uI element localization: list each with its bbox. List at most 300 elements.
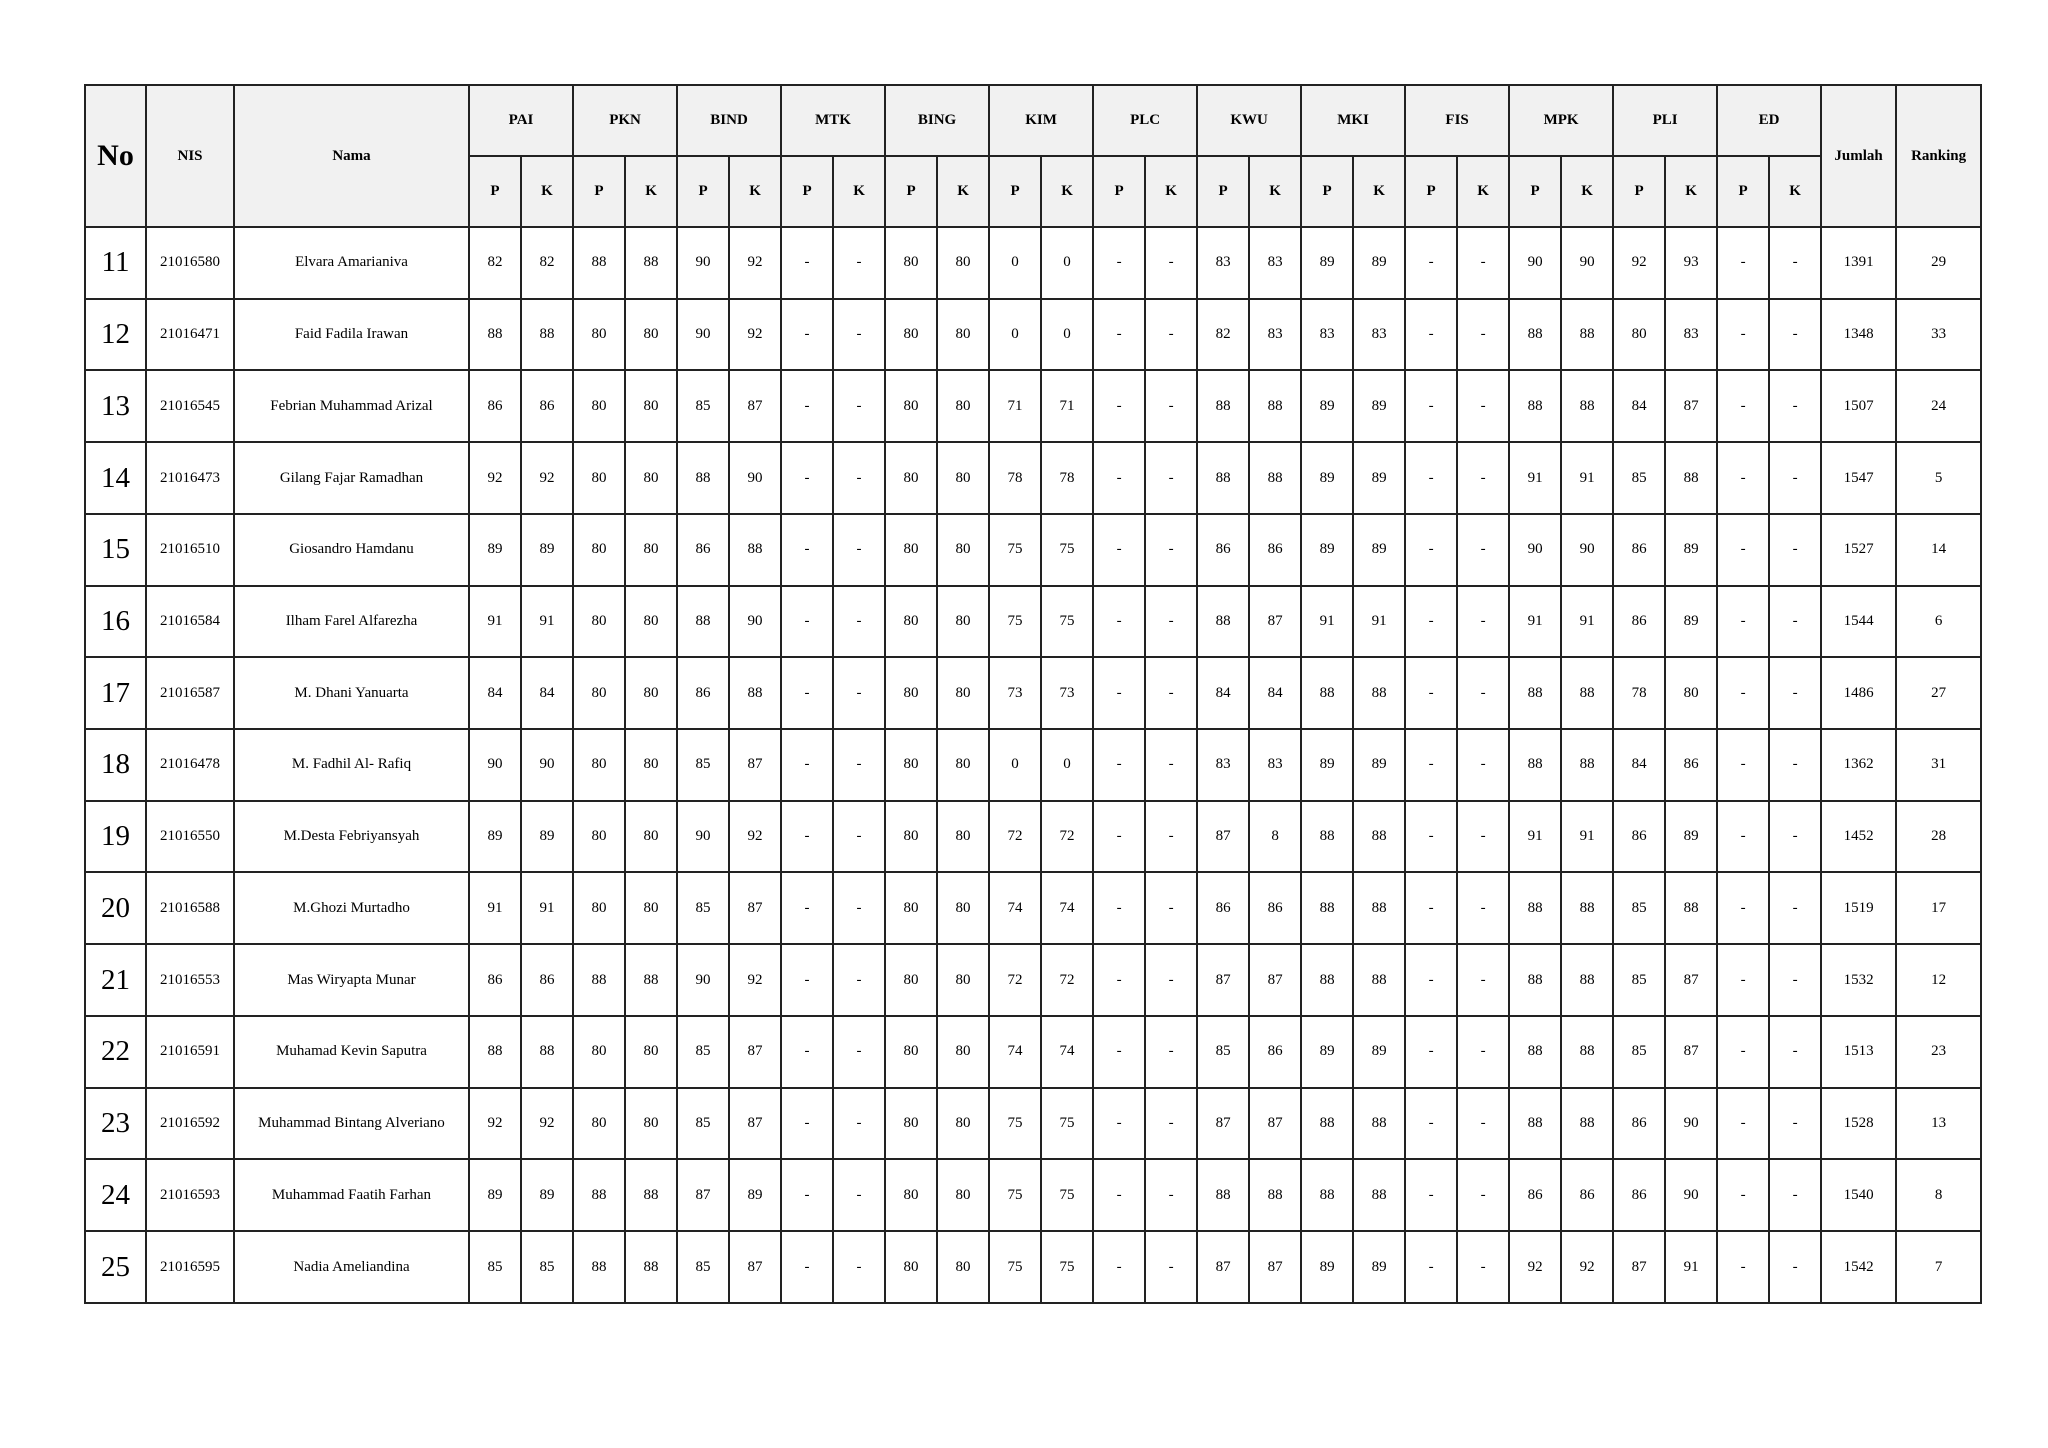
cell-ranking: 12 [1896, 944, 1981, 1016]
cell-jumlah: 1348 [1821, 299, 1896, 371]
table-row [85, 586, 1981, 658]
cell-ed-k: - [1769, 1231, 1821, 1303]
cell-pli-k: 93 [1665, 227, 1717, 299]
table-row [85, 514, 1981, 586]
cell-kwu-k: 87 [1249, 1088, 1301, 1160]
cell-plc-k: - [1145, 1088, 1197, 1160]
header-subject-mpk: MPK [1509, 85, 1613, 156]
cell-kwu-p: 84 [1197, 657, 1249, 729]
cell-nis: 21016591 [146, 1016, 234, 1088]
cell-fis-k: - [1457, 1231, 1509, 1303]
cell-bing-p: 80 [885, 299, 937, 371]
cell-mpk-p: 88 [1509, 370, 1561, 442]
header-k-pli: K [1665, 156, 1717, 227]
table-row [85, 944, 1981, 1016]
cell-mki-p: 88 [1301, 872, 1353, 944]
table-row [85, 1231, 1981, 1303]
cell-bind-p: 87 [677, 1159, 729, 1231]
header-k-bing: K [937, 156, 989, 227]
header-subject-pli: PLI [1613, 85, 1717, 156]
cell-fis-p: - [1405, 1016, 1457, 1088]
cell-plc-k: - [1145, 442, 1197, 514]
header-nis: NIS [146, 85, 234, 227]
cell-pkn-p: 80 [573, 657, 625, 729]
cell-kwu-k: 86 [1249, 1016, 1301, 1088]
cell-bing-p: 80 [885, 586, 937, 658]
cell-mpk-k: 91 [1561, 586, 1613, 658]
cell-kwu-p: 85 [1197, 1016, 1249, 1088]
cell-mpk-k: 88 [1561, 1088, 1613, 1160]
cell-pli-k: 87 [1665, 370, 1717, 442]
cell-jumlah: 1532 [1821, 944, 1896, 1016]
cell-bing-p: 80 [885, 1159, 937, 1231]
cell-kim-p: 72 [989, 944, 1041, 1016]
cell-pkn-k: 80 [625, 442, 677, 514]
cell-nis: 21016595 [146, 1231, 234, 1303]
cell-plc-k: - [1145, 370, 1197, 442]
cell-pai-k: 84 [521, 657, 573, 729]
cell-kim-p: 71 [989, 370, 1041, 442]
cell-bing-p: 80 [885, 227, 937, 299]
cell-ed-k: - [1769, 1016, 1821, 1088]
cell-bind-p: 86 [677, 514, 729, 586]
cell-kwu-p: 83 [1197, 227, 1249, 299]
cell-ranking: 24 [1896, 370, 1981, 442]
header-subject-pai: PAI [469, 85, 573, 156]
cell-pai-p: 92 [469, 442, 521, 514]
cell-nama: Muhammad Bintang Alveriano [234, 1088, 469, 1160]
cell-bind-p: 85 [677, 1016, 729, 1088]
cell-plc-p: - [1093, 1016, 1145, 1088]
cell-kim-k: 74 [1041, 1016, 1093, 1088]
cell-kim-k: 75 [1041, 1159, 1093, 1231]
cell-kim-p: 75 [989, 514, 1041, 586]
cell-ed-k: - [1769, 514, 1821, 586]
cell-mki-p: 89 [1301, 729, 1353, 801]
cell-pai-k: 89 [521, 1159, 573, 1231]
header-p-mki: P [1301, 156, 1353, 227]
cell-no: 15 [85, 514, 146, 586]
header-k-ed: K [1769, 156, 1821, 227]
cell-kim-p: 75 [989, 1088, 1041, 1160]
cell-mtk-p: - [781, 944, 833, 1016]
cell-kwu-p: 86 [1197, 872, 1249, 944]
cell-kim-k: 75 [1041, 586, 1093, 658]
cell-kim-k: 73 [1041, 657, 1093, 729]
cell-bind-k: 87 [729, 1231, 781, 1303]
cell-plc-k: - [1145, 1159, 1197, 1231]
cell-plc-k: - [1145, 1016, 1197, 1088]
cell-bind-k: 92 [729, 944, 781, 1016]
cell-pkn-k: 88 [625, 944, 677, 1016]
cell-mki-k: 89 [1353, 442, 1405, 514]
cell-pkn-p: 88 [573, 944, 625, 1016]
cell-bing-k: 80 [937, 586, 989, 658]
header-row-subjects [85, 85, 1981, 156]
cell-mtk-k: - [833, 1159, 885, 1231]
cell-nama: Faid Fadila Irawan [234, 299, 469, 371]
header-subject-fis: FIS [1405, 85, 1509, 156]
cell-mki-p: 83 [1301, 299, 1353, 371]
cell-mpk-k: 86 [1561, 1159, 1613, 1231]
cell-pli-p: 92 [1613, 227, 1665, 299]
cell-mpk-k: 88 [1561, 872, 1613, 944]
cell-pai-k: 90 [521, 729, 573, 801]
cell-bing-p: 80 [885, 801, 937, 873]
cell-kwu-k: 87 [1249, 944, 1301, 1016]
table-row [85, 801, 1981, 873]
cell-kim-k: 74 [1041, 872, 1093, 944]
cell-bing-p: 80 [885, 370, 937, 442]
cell-kwu-k: 87 [1249, 586, 1301, 658]
cell-pkn-p: 88 [573, 1159, 625, 1231]
cell-mki-p: 89 [1301, 370, 1353, 442]
cell-ed-p: - [1717, 1231, 1769, 1303]
cell-bind-p: 85 [677, 1088, 729, 1160]
header-subject-mtk: MTK [781, 85, 885, 156]
cell-plc-p: - [1093, 1231, 1145, 1303]
cell-pkn-p: 80 [573, 872, 625, 944]
cell-kim-k: 78 [1041, 442, 1093, 514]
cell-pkn-p: 80 [573, 370, 625, 442]
cell-mtk-p: - [781, 1159, 833, 1231]
cell-mpk-p: 91 [1509, 801, 1561, 873]
cell-jumlah: 1547 [1821, 442, 1896, 514]
cell-kim-p: 0 [989, 729, 1041, 801]
cell-bing-k: 80 [937, 729, 989, 801]
cell-mpk-k: 88 [1561, 299, 1613, 371]
cell-pkn-p: 80 [573, 729, 625, 801]
cell-pai-k: 85 [521, 1231, 573, 1303]
cell-pkn-k: 80 [625, 299, 677, 371]
cell-mki-k: 89 [1353, 370, 1405, 442]
cell-fis-p: - [1405, 1231, 1457, 1303]
cell-mpk-k: 88 [1561, 657, 1613, 729]
header-subject-pkn: PKN [573, 85, 677, 156]
cell-fis-k: - [1457, 442, 1509, 514]
cell-fis-p: - [1405, 1088, 1457, 1160]
cell-bing-p: 80 [885, 872, 937, 944]
table-row [85, 729, 1981, 801]
cell-pli-k: 90 [1665, 1088, 1717, 1160]
cell-kwu-k: 8 [1249, 801, 1301, 873]
cell-bing-k: 80 [937, 801, 989, 873]
cell-no: 24 [85, 1159, 146, 1231]
header-k-pkn: K [625, 156, 677, 227]
cell-ed-p: - [1717, 442, 1769, 514]
cell-ed-k: - [1769, 872, 1821, 944]
cell-mpk-k: 88 [1561, 1016, 1613, 1088]
cell-plc-p: - [1093, 299, 1145, 371]
cell-fis-k: - [1457, 944, 1509, 1016]
cell-pai-k: 91 [521, 872, 573, 944]
cell-nama: M. Fadhil Al- Rafiq [234, 729, 469, 801]
cell-mtk-p: - [781, 872, 833, 944]
cell-mpk-p: 90 [1509, 514, 1561, 586]
cell-mpk-p: 86 [1509, 1159, 1561, 1231]
cell-pkn-p: 80 [573, 299, 625, 371]
header-p-kim: P [989, 156, 1041, 227]
cell-bing-k: 80 [937, 370, 989, 442]
cell-no: 14 [85, 442, 146, 514]
cell-plc-k: - [1145, 1231, 1197, 1303]
cell-nama: Gilang Fajar Ramadhan [234, 442, 469, 514]
cell-mtk-k: - [833, 442, 885, 514]
cell-mtk-k: - [833, 872, 885, 944]
cell-kim-k: 75 [1041, 1088, 1093, 1160]
header-k-plc: K [1145, 156, 1197, 227]
cell-mtk-p: - [781, 1231, 833, 1303]
cell-plc-k: - [1145, 944, 1197, 1016]
cell-pkn-p: 80 [573, 1088, 625, 1160]
cell-bind-k: 87 [729, 1088, 781, 1160]
header-subject-kwu: KWU [1197, 85, 1301, 156]
table-body [85, 227, 1981, 1303]
cell-bing-k: 80 [937, 514, 989, 586]
cell-pli-p: 85 [1613, 1016, 1665, 1088]
cell-mpk-p: 90 [1509, 227, 1561, 299]
cell-mtk-p: - [781, 227, 833, 299]
cell-mpk-p: 88 [1509, 657, 1561, 729]
cell-plc-k: - [1145, 801, 1197, 873]
cell-mki-k: 88 [1353, 657, 1405, 729]
cell-pli-p: 87 [1613, 1231, 1665, 1303]
cell-pkn-p: 80 [573, 586, 625, 658]
cell-mpk-p: 92 [1509, 1231, 1561, 1303]
cell-jumlah: 1486 [1821, 657, 1896, 729]
cell-ed-p: - [1717, 586, 1769, 658]
cell-nis: 21016471 [146, 299, 234, 371]
cell-fis-k: - [1457, 299, 1509, 371]
cell-kwu-p: 88 [1197, 1159, 1249, 1231]
cell-kwu-k: 88 [1249, 1159, 1301, 1231]
cell-ranking: 33 [1896, 299, 1981, 371]
cell-pkn-p: 88 [573, 227, 625, 299]
cell-pli-p: 86 [1613, 1159, 1665, 1231]
cell-kim-p: 75 [989, 1231, 1041, 1303]
cell-no: 20 [85, 872, 146, 944]
cell-ed-k: - [1769, 586, 1821, 658]
cell-mki-k: 91 [1353, 586, 1405, 658]
cell-mpk-p: 91 [1509, 442, 1561, 514]
cell-fis-k: - [1457, 729, 1509, 801]
cell-pkn-k: 88 [625, 227, 677, 299]
cell-jumlah: 1519 [1821, 872, 1896, 944]
cell-pkn-k: 80 [625, 801, 677, 873]
cell-mki-p: 89 [1301, 514, 1353, 586]
header-ranking: Ranking [1896, 85, 1981, 227]
cell-mki-p: 89 [1301, 1231, 1353, 1303]
header-p-pai: P [469, 156, 521, 227]
cell-pai-k: 82 [521, 227, 573, 299]
header-k-mtk: K [833, 156, 885, 227]
header-k-fis: K [1457, 156, 1509, 227]
cell-bind-k: 87 [729, 872, 781, 944]
cell-plc-k: - [1145, 657, 1197, 729]
cell-fis-p: - [1405, 586, 1457, 658]
cell-mpk-p: 88 [1509, 872, 1561, 944]
cell-fis-k: - [1457, 872, 1509, 944]
cell-mki-k: 83 [1353, 299, 1405, 371]
cell-kwu-k: 87 [1249, 1231, 1301, 1303]
cell-mpk-p: 88 [1509, 1016, 1561, 1088]
cell-mpk-k: 88 [1561, 944, 1613, 1016]
cell-fis-p: - [1405, 801, 1457, 873]
cell-pai-p: 82 [469, 227, 521, 299]
header-p-bing: P [885, 156, 937, 227]
cell-bind-p: 90 [677, 801, 729, 873]
cell-mtk-p: - [781, 586, 833, 658]
cell-nama: M.Ghozi Murtadho [234, 872, 469, 944]
cell-kwu-k: 84 [1249, 657, 1301, 729]
cell-plc-p: - [1093, 944, 1145, 1016]
cell-kim-k: 0 [1041, 227, 1093, 299]
cell-nis: 21016588 [146, 872, 234, 944]
cell-kwu-k: 83 [1249, 729, 1301, 801]
header-k-kwu: K [1249, 156, 1301, 227]
cell-fis-k: - [1457, 1088, 1509, 1160]
cell-mtk-k: - [833, 299, 885, 371]
cell-mki-p: 89 [1301, 227, 1353, 299]
cell-jumlah: 1528 [1821, 1088, 1896, 1160]
cell-fis-p: - [1405, 227, 1457, 299]
cell-pkn-p: 88 [573, 1231, 625, 1303]
cell-bind-k: 87 [729, 729, 781, 801]
cell-ranking: 14 [1896, 514, 1981, 586]
cell-mki-p: 89 [1301, 442, 1353, 514]
cell-mtk-k: - [833, 370, 885, 442]
cell-pli-k: 87 [1665, 1016, 1717, 1088]
cell-ed-p: - [1717, 370, 1769, 442]
cell-mki-k: 89 [1353, 729, 1405, 801]
cell-bind-k: 87 [729, 370, 781, 442]
cell-mpk-k: 91 [1561, 442, 1613, 514]
cell-mtk-p: - [781, 370, 833, 442]
cell-fis-p: - [1405, 657, 1457, 729]
cell-ed-p: - [1717, 514, 1769, 586]
cell-bind-p: 86 [677, 657, 729, 729]
header-subject-ed: ED [1717, 85, 1821, 156]
cell-mki-k: 88 [1353, 801, 1405, 873]
cell-kim-p: 72 [989, 801, 1041, 873]
cell-pai-p: 91 [469, 586, 521, 658]
cell-ed-p: - [1717, 729, 1769, 801]
cell-nama: Mas Wiryapta Munar [234, 944, 469, 1016]
cell-ed-k: - [1769, 227, 1821, 299]
cell-plc-k: - [1145, 227, 1197, 299]
header-subject-bing: BING [885, 85, 989, 156]
cell-pkn-k: 80 [625, 370, 677, 442]
cell-bind-p: 90 [677, 299, 729, 371]
cell-kim-k: 75 [1041, 514, 1093, 586]
header-k-kim: K [1041, 156, 1093, 227]
cell-kwu-k: 83 [1249, 227, 1301, 299]
cell-kim-k: 75 [1041, 1231, 1093, 1303]
header-subject-plc: PLC [1093, 85, 1197, 156]
cell-mpk-k: 88 [1561, 729, 1613, 801]
cell-jumlah: 1507 [1821, 370, 1896, 442]
table-row [85, 227, 1981, 299]
cell-pai-k: 89 [521, 514, 573, 586]
cell-pai-p: 88 [469, 1016, 521, 1088]
cell-plc-p: - [1093, 586, 1145, 658]
cell-kim-p: 74 [989, 872, 1041, 944]
cell-pkn-p: 80 [573, 442, 625, 514]
header-k-pai: K [521, 156, 573, 227]
cell-pai-p: 90 [469, 729, 521, 801]
cell-bind-k: 92 [729, 801, 781, 873]
cell-pai-k: 88 [521, 1016, 573, 1088]
cell-ranking: 5 [1896, 442, 1981, 514]
cell-bind-p: 85 [677, 1231, 729, 1303]
cell-kim-p: 78 [989, 442, 1041, 514]
cell-plc-p: - [1093, 442, 1145, 514]
cell-pli-p: 86 [1613, 1088, 1665, 1160]
cell-mtk-p: - [781, 442, 833, 514]
cell-ed-k: - [1769, 370, 1821, 442]
cell-pli-k: 80 [1665, 657, 1717, 729]
cell-fis-k: - [1457, 1159, 1509, 1231]
cell-mpk-k: 91 [1561, 801, 1613, 873]
cell-mki-p: 91 [1301, 586, 1353, 658]
cell-ranking: 13 [1896, 1088, 1981, 1160]
cell-kim-k: 71 [1041, 370, 1093, 442]
cell-kwu-p: 83 [1197, 729, 1249, 801]
cell-ed-k: - [1769, 801, 1821, 873]
cell-no: 23 [85, 1088, 146, 1160]
table-row [85, 370, 1981, 442]
cell-fis-p: - [1405, 1159, 1457, 1231]
cell-bing-p: 80 [885, 1088, 937, 1160]
cell-plc-p: - [1093, 729, 1145, 801]
cell-pkn-k: 80 [625, 729, 677, 801]
cell-pai-p: 85 [469, 1231, 521, 1303]
cell-plc-k: - [1145, 514, 1197, 586]
cell-mtk-k: - [833, 1016, 885, 1088]
cell-kim-p: 0 [989, 227, 1041, 299]
cell-mtk-p: - [781, 657, 833, 729]
cell-pkn-k: 88 [625, 1159, 677, 1231]
cell-pai-k: 89 [521, 801, 573, 873]
cell-pli-k: 91 [1665, 1231, 1717, 1303]
cell-bind-k: 92 [729, 227, 781, 299]
cell-ranking: 23 [1896, 1016, 1981, 1088]
cell-kim-k: 72 [1041, 944, 1093, 1016]
cell-no: 16 [85, 586, 146, 658]
cell-plc-k: - [1145, 586, 1197, 658]
cell-pai-k: 86 [521, 370, 573, 442]
cell-mtk-p: - [781, 299, 833, 371]
cell-plc-p: - [1093, 514, 1145, 586]
cell-pai-p: 89 [469, 514, 521, 586]
cell-pai-p: 91 [469, 872, 521, 944]
header-p-ed: P [1717, 156, 1769, 227]
cell-mpk-p: 88 [1509, 299, 1561, 371]
cell-bing-p: 80 [885, 1016, 937, 1088]
cell-fis-k: - [1457, 227, 1509, 299]
cell-ed-k: - [1769, 729, 1821, 801]
cell-ranking: 27 [1896, 657, 1981, 729]
cell-mpk-p: 88 [1509, 729, 1561, 801]
cell-kwu-k: 88 [1249, 370, 1301, 442]
cell-mtk-k: - [833, 586, 885, 658]
cell-nama: Ilham Farel Alfarezha [234, 586, 469, 658]
cell-ed-p: - [1717, 299, 1769, 371]
cell-kwu-k: 88 [1249, 442, 1301, 514]
cell-mtk-p: - [781, 1016, 833, 1088]
cell-mtk-k: - [833, 729, 885, 801]
cell-plc-k: - [1145, 729, 1197, 801]
